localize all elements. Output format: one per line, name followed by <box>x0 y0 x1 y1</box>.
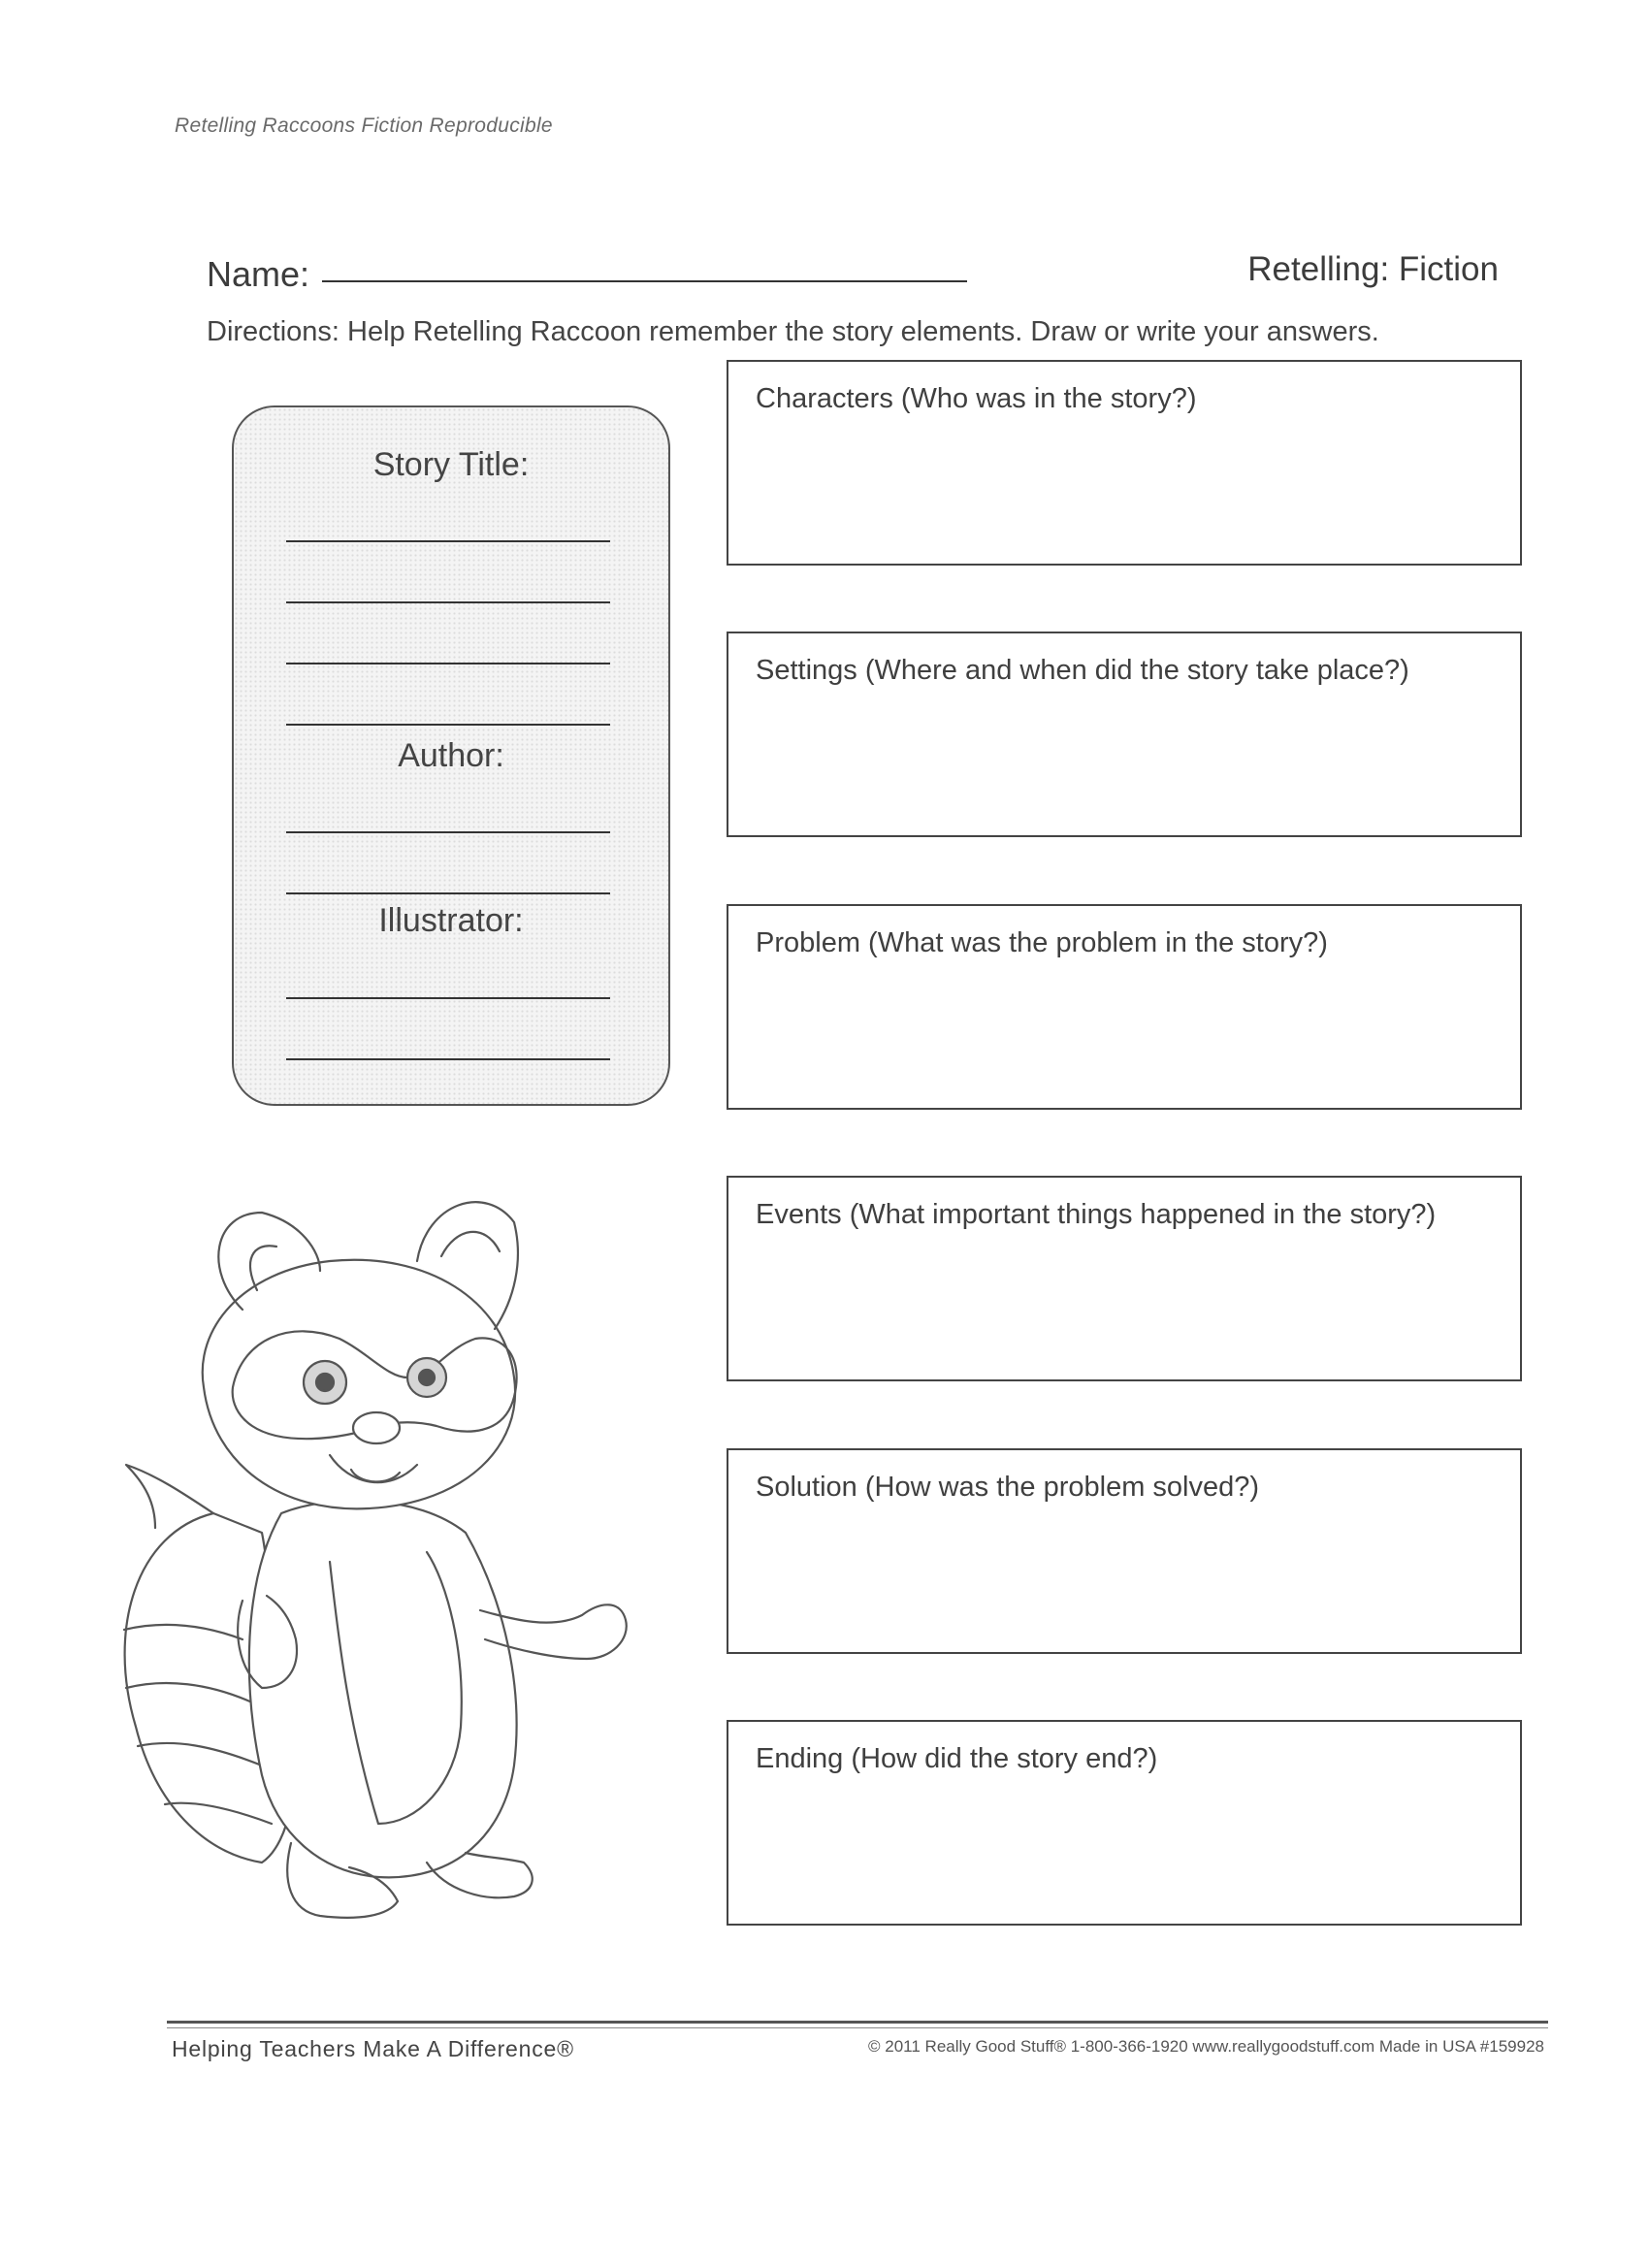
illustrator-line[interactable] <box>286 1058 610 1060</box>
characters-label: Characters (Who was in the story?) <box>756 383 1197 414</box>
story-info-card <box>232 405 670 1106</box>
story-title-line[interactable] <box>286 663 610 664</box>
name-label: Name: <box>207 254 310 294</box>
story-title-line[interactable] <box>286 540 610 542</box>
illustrator-label: Illustrator: <box>378 902 524 939</box>
solution-label: Solution (How was the problem solved?) <box>756 1472 1260 1503</box>
settings-label: Settings (Where and when did the story take place?) <box>756 655 1409 686</box>
raccoon-illustration <box>97 1145 728 1921</box>
solution-box[interactable] <box>727 1448 1522 1654</box>
settings-box[interactable] <box>727 632 1522 837</box>
author-label: Author: <box>398 737 504 774</box>
illustrator-line[interactable] <box>286 997 610 999</box>
series-note: Retelling Raccoons Fiction Reproducible <box>175 114 553 137</box>
footer-info: © 2011 Really Good Stuff® 1-800-366-1920 www.reallygoodstuff.com Made in USA #159928 <box>868 2037 1544 2056</box>
worksheet-title: Retelling: Fiction <box>1247 250 1499 288</box>
ending-label: Ending (How did the story end?) <box>756 1743 1158 1774</box>
author-line[interactable] <box>286 892 610 894</box>
footer-rule <box>167 2021 1548 2028</box>
story-title-label: Story Title: <box>372 446 530 483</box>
author-line[interactable] <box>286 831 610 833</box>
events-box[interactable] <box>727 1176 1522 1381</box>
footer-slogan: Helping Teachers Make A Difference® <box>172 2036 574 2061</box>
problem-box[interactable] <box>727 904 1522 1110</box>
problem-label: Problem (What was the problem in the story?) <box>756 927 1328 958</box>
ending-box[interactable] <box>727 1720 1522 1926</box>
story-title-line[interactable] <box>286 724 610 726</box>
events-label: Events (What important things happened in the story?) <box>756 1199 1437 1230</box>
directions-text: Directions: Help Retelling Raccoon remember the story elements. Draw or write your answers. <box>207 316 1379 347</box>
characters-box[interactable] <box>727 360 1522 566</box>
name-line[interactable] <box>322 280 967 282</box>
story-title-line[interactable] <box>286 601 610 603</box>
